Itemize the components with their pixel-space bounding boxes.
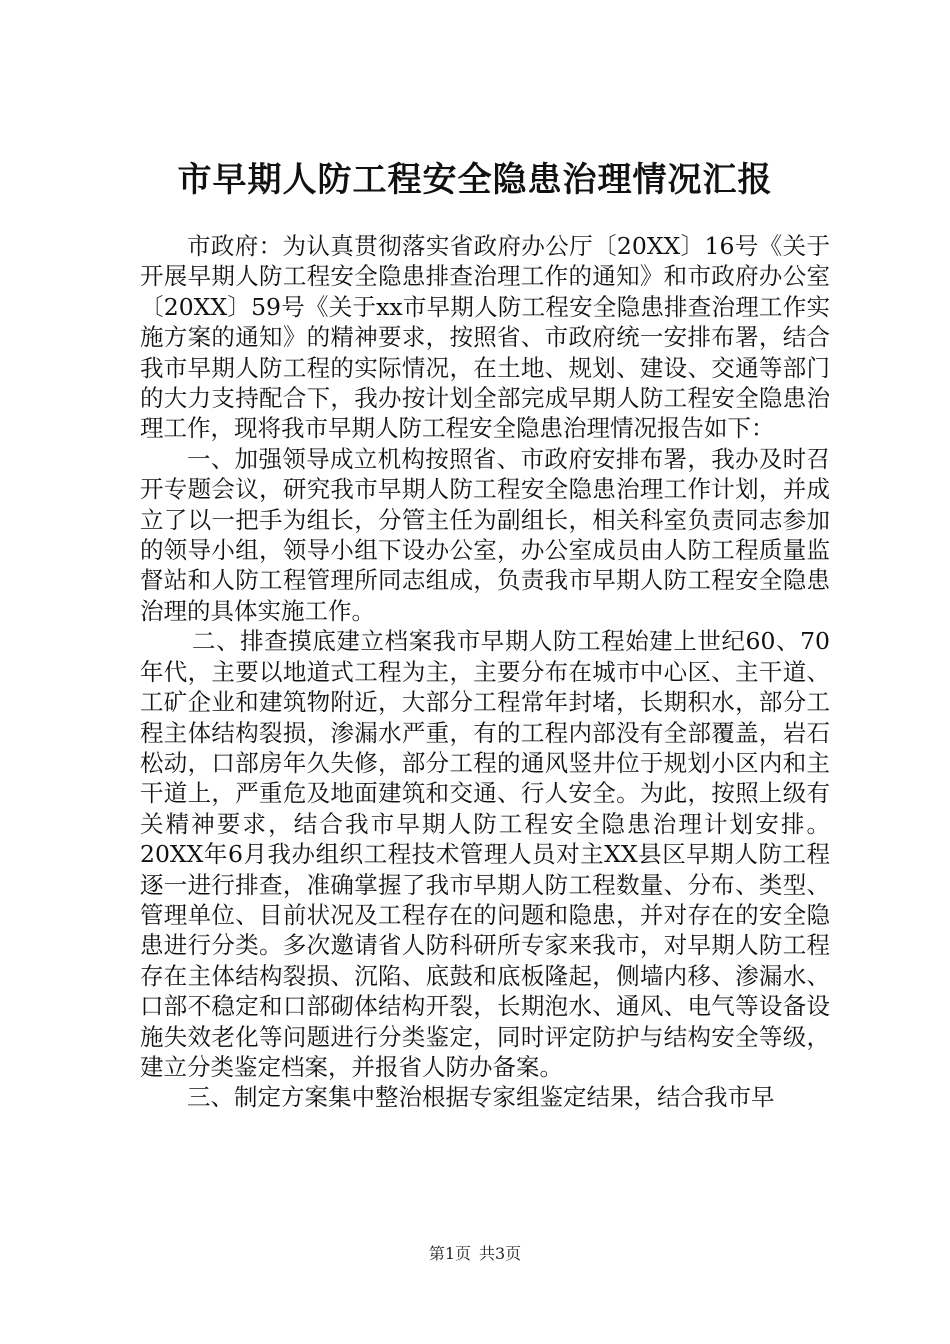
paragraph-intro: 市政府：为认真贯彻落实省政府办公厅〔20XX〕16号《关于开展早期人防工程安全隐患排查治理工作的通知》和市政府办公室〔20XX〕59号《关于xx市早期人防工程安全隐患排查治理工作实施方案的通知》的精神要求，按照省、市政府统一安排布署，结合我市早期人防工程的实际情况，在土地、规划、建设、交通等部门的大力支持配合下，我办按计划全部完成早期人防工程安全隐患治理工作，现将我市早期人防工程安全隐患治理情况报告如下：: [140, 232, 830, 443]
document-title: 市早期人防工程安全隐患治理情况汇报: [177, 160, 773, 200]
paragraph-section-2: 二、排查摸底建立档案我市早期人防工程始建上世纪60、70年代，主要以地道式工程为主，主要分布在城市中心区、主干道、工矿企业和建筑物附近，大部分工程常年封堵，长期积水，部分工程主体结构裂损，渗漏水严重，有的工程内部没有全部覆盖，岩石松动，口部房年久失修，部分工程的通风竖井位于规划小区内和主干道上，严重危及地面建筑和交通、行人安全。为此，按照上级有关精神要求，结合我市早期人防工程安全隐患治理计划安排。20XX年6月我办组织工程技术管理人员对主XX县区早期人防工程逐一进行排查，准确掌握了我市早期人防工程数量、分布、类型、管理单位、目前状况及工程存在的问题和隐患，并对存在的安全隐患进行分类。多次邀请省人防科研所专家来我市，对早期人防工程存在主体结构裂损、沉陷、底鼓和底板隆起，侧墙内移、渗漏水、口部不稳定和口部砌体结构开裂，长期泡水、通风、电气等设备设施失效老化等问题进行分类鉴定，同时评定防护与结构安全等级，建立分类鉴定档案，并报省人防办备案。: [140, 627, 830, 1081]
page-footer: [0, 1244, 950, 1264]
paragraph-section-1: 一、加强领导成立机构按照省、市政府安排布署，我办及时召开专题会议，研究我市早期人防工程安全隐患治理工作计划，并成立了以一把手为组长，分管主任为副组长，相关科室负责同志参加的领导小组，领导小组下设办公室，办公室成员由人防工程质量监督站和人防工程管理所同志组成，负责我市早期人防工程安全隐患治理的具体实施工作。: [140, 444, 830, 625]
page-number: 第1页: [428, 1244, 471, 1263]
document-body: [140, 231, 830, 1113]
paragraph-section-3: 三、制定方案集中整治根据专家组鉴定结果，结合我市早: [187, 1083, 775, 1112]
page-total: 共3页: [479, 1244, 522, 1263]
